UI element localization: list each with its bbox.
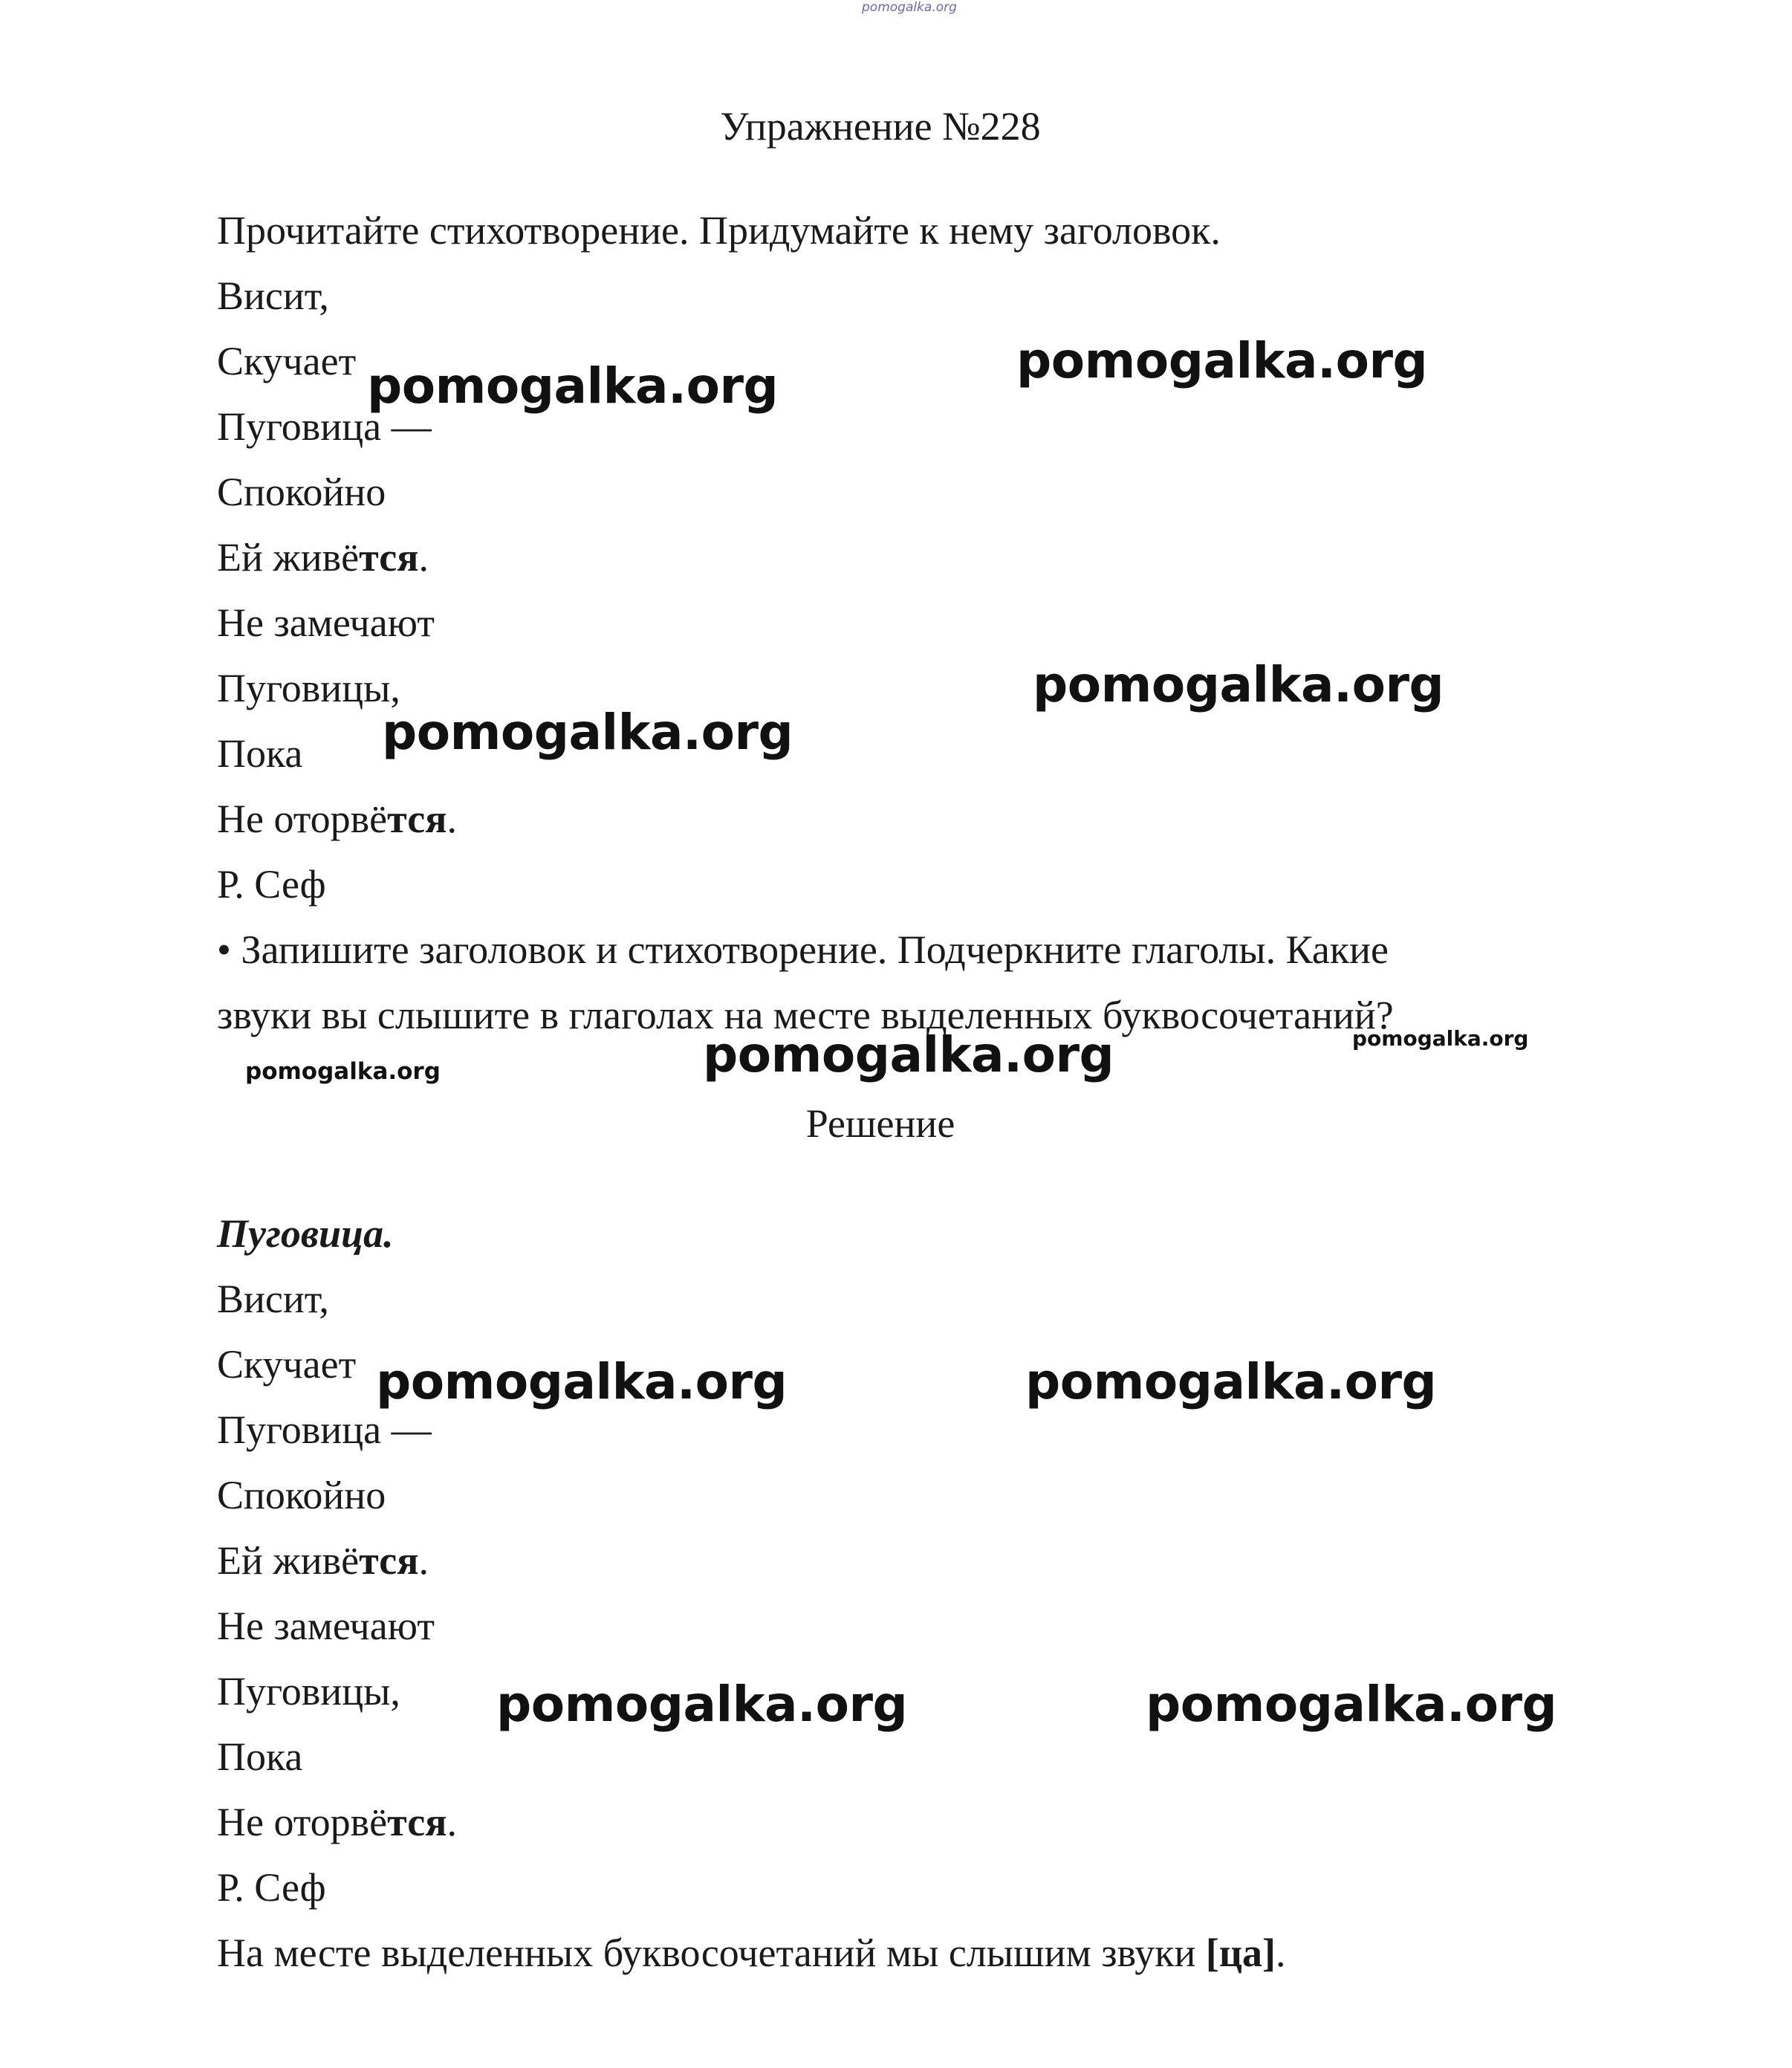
poem-line-text: Не оторвё [217,797,388,841]
poem-line: Висит, [217,1277,329,1321]
poem-line [217,1798,457,1846]
exercise-title: Упражнение №228 [720,104,1041,149]
poem-line: Пока [217,1734,303,1779]
highlighted-letters: тся [359,535,419,580]
poem-line-end: . [447,797,457,841]
watermark: pomogalka.org [1033,656,1444,713]
answer-text [217,1929,1285,1977]
poem-line: Висит, [217,273,329,318]
solution-heading: Решение [805,1101,955,1146]
poem-line: Скучает [217,1342,357,1387]
solution-title: Пуговица. [217,1211,394,1256]
poem-line: Скучает [217,339,357,383]
poem-line: Спокойно [217,1473,386,1517]
poem-line [217,1537,429,1584]
poem-line [217,795,457,843]
question-line: • Запишите заголовок и стихотворение. Подчеркните глаголы. Какие [217,927,1389,972]
poem-line-text: Ей живё [217,535,360,580]
poem-line: Пуговицы, [217,666,400,710]
watermark: pomogalka.org [1016,332,1428,389]
poem-line: Спокойно [217,470,386,514]
poem-author: Р. Сеф [217,1865,326,1910]
highlighted-letters: тся [359,1538,419,1583]
highlighted-letters: тся [387,1800,447,1844]
poem-line-end: . [447,1800,457,1844]
poem-line: Пуговица — [217,404,432,449]
watermark: pomogalka.org [496,1676,908,1733]
answer-sounds: [ца] [1205,1931,1276,1975]
poem-line: Пока [217,731,303,776]
watermark: pomogalka.org [382,704,793,761]
header-watermark: pomogalka.org [862,0,957,15]
watermark: pomogalka.org [1352,1026,1529,1051]
poem-line: Пуговица — [217,1407,432,1452]
poem-line: Не замечают [217,1604,435,1648]
poem-author: Р. Сеф [217,862,326,907]
task-text: Прочитайте стихотворение. Придумайте к нему заголовок. [217,208,1221,253]
poem-line [217,534,429,581]
poem-line: Не замечают [217,600,435,645]
watermark: pomogalka.org [376,1353,788,1410]
question-line: звуки вы слышите в глаголах на месте выделенных буквосочетаний? [217,993,1394,1037]
highlighted-letters: тся [387,797,447,841]
watermark: pomogalka.org [703,1026,1114,1083]
poem-line-end: . [418,1538,429,1583]
answer-end: . [1275,1931,1286,1975]
poem-line-text: Не оторвё [217,1800,388,1844]
poem-line-text: Ей живё [217,1538,360,1583]
watermark: pomogalka.org [1025,1353,1437,1410]
watermark: pomogalka.org [367,357,779,415]
poem-line-end: . [418,535,429,580]
watermark: pomogalka.org [1146,1676,1557,1733]
watermark: pomogalka.org [245,1058,441,1085]
poem-line: Пуговицы, [217,1669,400,1714]
answer-main: На месте выделенных буквосочетаний мы слышим звуки [217,1931,1206,1975]
